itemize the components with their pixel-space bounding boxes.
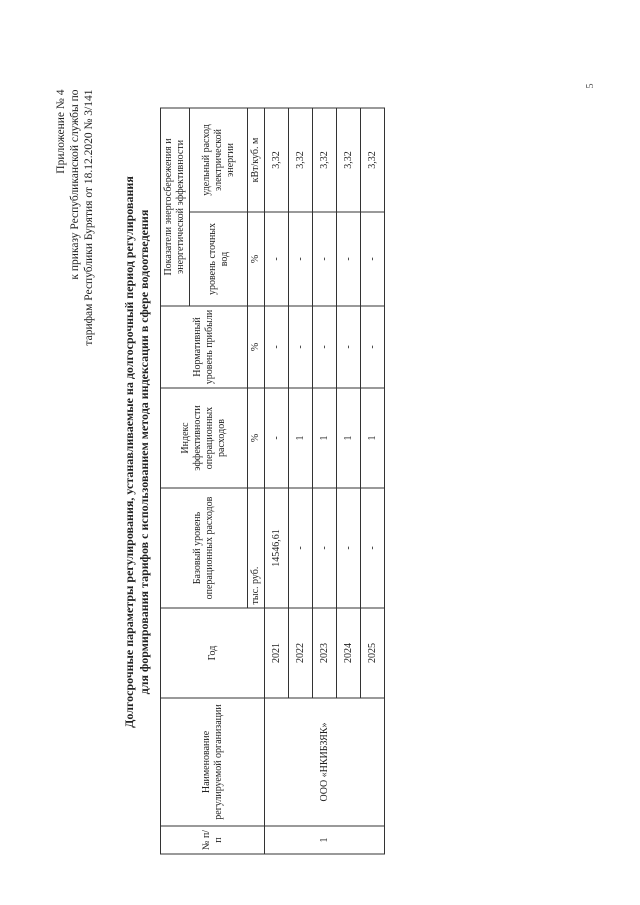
col-header-index: Индекс эффективности операционных расходов (161, 388, 248, 488)
col-header-electric: удельный расход электрической энергии (190, 108, 248, 212)
cell-profit: - (337, 306, 361, 388)
col-header-base: Базовый уровень операционных расходов (161, 488, 248, 608)
page-number: 5 (585, 83, 596, 89)
table-row (265, 108, 289, 854)
cell-year: 2023 (313, 608, 337, 698)
cell-index: 1 (337, 388, 361, 488)
cell-sewage: - (361, 212, 385, 306)
header-line-2: к приказу Республиканской службы по (69, 89, 81, 280)
cell-electric: 3,32 (289, 108, 313, 212)
unit-electric: кВт/куб. м (248, 108, 265, 212)
unit-base: тыс. руб. (248, 488, 265, 608)
col-header-energy: Показатели энергосбережения и энергетической эффективности (161, 108, 190, 306)
cell-year: 2025 (361, 608, 385, 698)
cell-year: 2021 (265, 608, 289, 698)
header-line-1: Приложение № 4 (55, 89, 67, 174)
cell-index: 1 (313, 388, 337, 488)
col-header-sewage: уровень сточных вод (190, 212, 248, 306)
cell-electric: 3,32 (337, 108, 361, 212)
col-header-num: № п/п (161, 826, 265, 854)
cell-base: - (289, 488, 313, 608)
cell-row-num: 1 (265, 826, 385, 854)
col-header-org: Наименование регулируемой организации (161, 698, 265, 826)
header-row-1 (161, 108, 190, 854)
cell-electric: 3,32 (361, 108, 385, 212)
cell-year: 2024 (337, 608, 361, 698)
cell-profit: - (361, 306, 385, 388)
cell-profit: - (313, 306, 337, 388)
cell-electric: 3,32 (265, 108, 289, 212)
unit-sewage: % (248, 212, 265, 306)
cell-sewage: - (289, 212, 313, 306)
col-header-profit: Нормативный уровень прибыли (161, 306, 248, 388)
cell-org-name: ООО «НКИБЗЯК» (265, 698, 385, 826)
col-header-year: Год (161, 608, 265, 698)
cell-profit: - (265, 306, 289, 388)
cell-index: 1 (361, 388, 385, 488)
title-line-2: для формирования тарифов с использованием метода индексации в сфере водоотведения (137, 209, 151, 695)
unit-profit: % (248, 306, 265, 388)
cell-profit: - (289, 306, 313, 388)
parameters-table (160, 107, 385, 854)
document-title (122, 40, 152, 865)
unit-index: % (248, 388, 265, 488)
title-line-1: Долгосрочные параметры регулирования, устанавливаемые на долгосрочный период регулирования (122, 176, 136, 728)
cell-base: - (337, 488, 361, 608)
cell-base: - (313, 488, 337, 608)
cell-year: 2022 (289, 608, 313, 698)
cell-base: 14546,61 (265, 488, 289, 608)
header-line-3: тарифам Республики Бурятия от 18.12.2020 № 3/141 (83, 89, 95, 346)
cell-index: 1 (289, 388, 313, 488)
cell-sewage: - (265, 212, 289, 306)
cell-sewage: - (313, 212, 337, 306)
cell-index: - (265, 388, 289, 488)
cell-electric: 3,32 (313, 108, 337, 212)
cell-sewage: - (337, 212, 361, 306)
appendix-header (54, 90, 96, 470)
cell-base: - (361, 488, 385, 608)
